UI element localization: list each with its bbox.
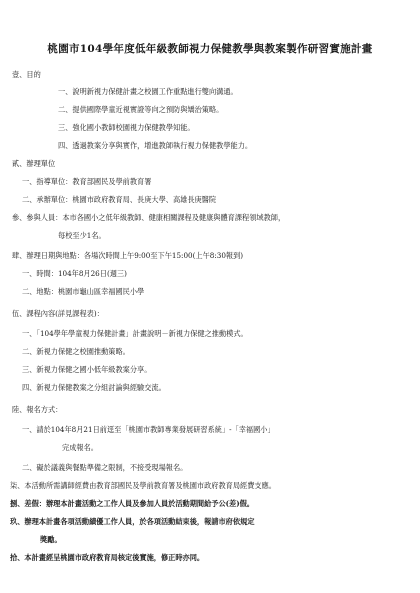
section-6-item-2: 二、礙於議義與餐點準備之限制，不接受現場報名。 xyxy=(22,463,188,472)
section-4-item-2: 二、地點：桃園市龜山區幸福國民小學 xyxy=(22,287,145,296)
section-2-heading: 貳、辦理單位 xyxy=(12,159,56,168)
section-5-heading: 伍、課程內容(詳見課程表)： xyxy=(12,309,104,318)
section-5-item-1: 一、「104學年學童視力保健計畫」計畫說明－新視力保健之推動模式。 xyxy=(22,329,248,338)
section-5-item-3: 三、新視力保健之國小低年級教案分享。 xyxy=(22,365,152,374)
section-6-heading: 陸、報名方式： xyxy=(12,405,63,414)
section-1-item-4: 四、透過教案分享與實作，增進教師執行視力保健教學能力。 xyxy=(58,141,253,150)
section-3-line-1: 參、參與人員：本市各國小之低年級教師、健康相關課程及健康與體育課程領域教師， xyxy=(12,213,286,222)
section-1-heading: 壹、目的 xyxy=(12,70,41,79)
section-10: 拾、本計畫經呈桃園市政府教育局核定後實施，修正時亦同。 xyxy=(10,553,205,562)
section-3-line-2: 每校至少1名。 xyxy=(58,231,106,240)
section-6-item-1-line-2: 完成報名。 xyxy=(62,443,98,452)
section-1-item-1: 一、說明新視力保健計畫之校園工作重點進行雙向溝通。 xyxy=(58,87,238,96)
section-8: 捌、差假：辦理本計畫活動之工作人員及參加人員於活動期間給予公(差)假。 xyxy=(10,499,254,508)
section-5-item-2: 二、新視力保健之校園推動策略。 xyxy=(22,347,130,356)
section-6-item-1-line-1: 一、請於104年8月21日前逕至「桃園市教師專業發展研習系統」-「幸福國小」 xyxy=(22,425,275,434)
section-9-line-1: 玖、辦理本計畫各項活動績優工作人員，於各項活動結束後，報請市府依規定 xyxy=(10,517,255,526)
section-1-item-3: 三、強化國小教師校園視力保健教學知能。 xyxy=(58,123,195,132)
document-title: 桃園市104學年度低年級教師視力保健教學與教案製作研習實施計畫 xyxy=(47,43,373,55)
section-5-item-4: 四、新視力保健教案之分組討論與經驗交流。 xyxy=(22,383,166,392)
section-2-item-2: 二、承辦單位：桃園市政府教育局、長庚大學、高雄長庚醫院 xyxy=(22,195,217,204)
section-4-item-1: 一、時間：104年8月26日(週三) xyxy=(22,269,127,278)
section-9-line-2: 獎勵。 xyxy=(40,535,62,544)
section-7: 柒、本活動所需講師經費由教育部國民及學前教育署及桃園市政府教育局經費支應。 xyxy=(10,481,276,490)
section-4-heading: 肆、辦理日期與地點：各場次時間上午9:00至下午15:00(上午8:30報到) xyxy=(12,251,244,260)
section-1-item-2: 二、提供國際學童近視實證等向之預防與矯治策略。 xyxy=(58,105,224,114)
section-2-item-1: 一、指導單位：教育部國民及學前教育署 xyxy=(22,177,152,186)
